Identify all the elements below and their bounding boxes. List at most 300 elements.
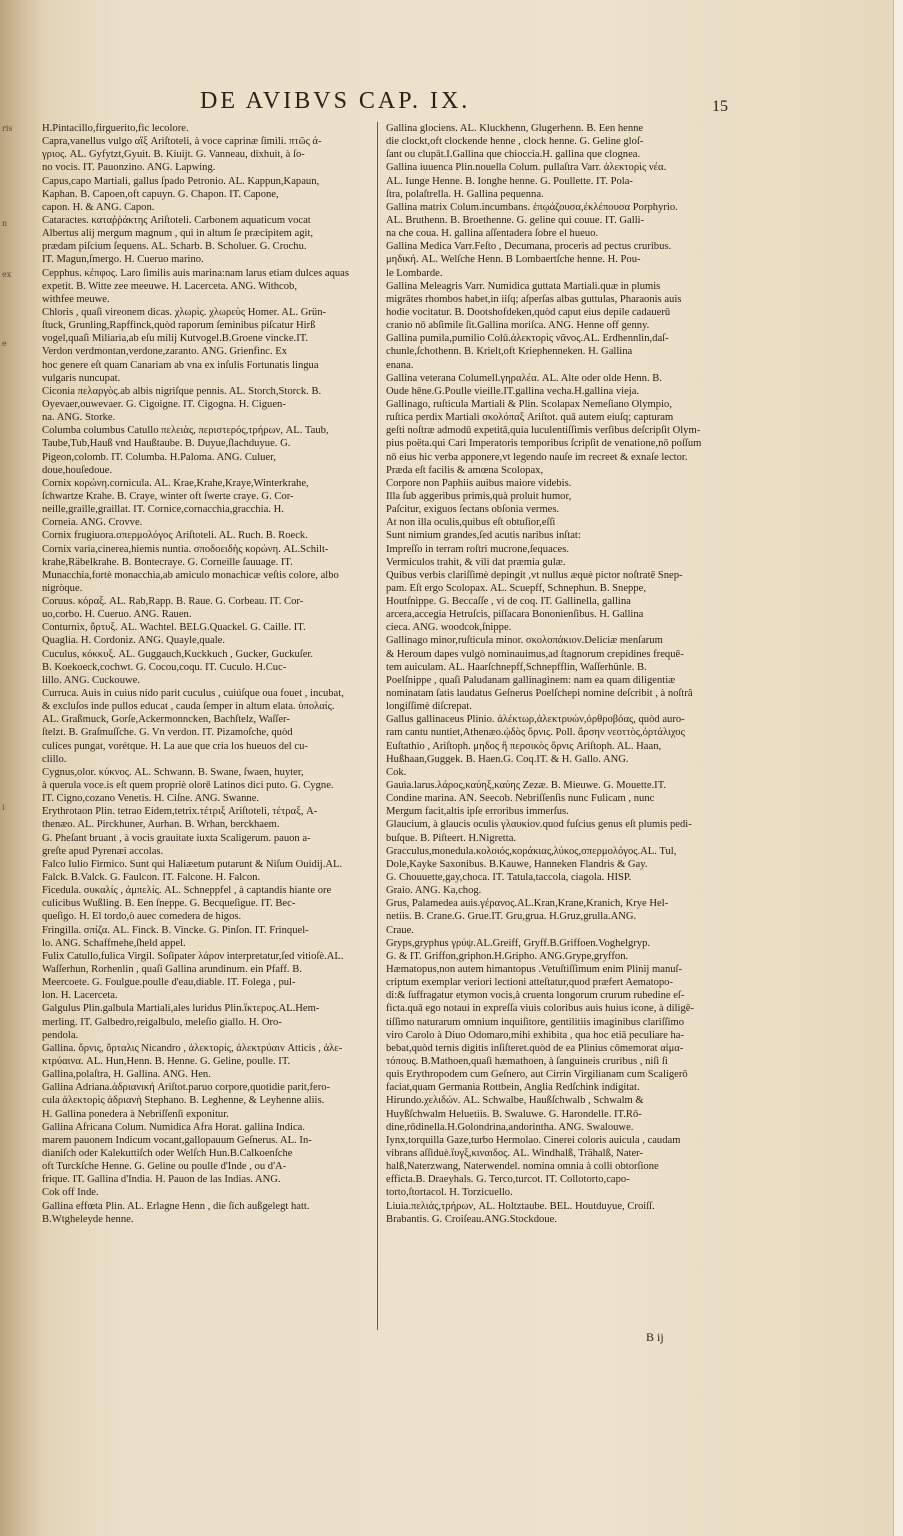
gutter-text <box>2 1243 42 1251</box>
text-line: culices pungat, vorétque. H. La aue que cria los hueuos del cu- <box>42 740 308 752</box>
gutter-text <box>2 813 42 821</box>
text-line: Huyßſchwalm Heluetiis. B. Swaluwe. G. Harondelle. IT.Rō- <box>386 1108 642 1120</box>
text-line: Ficedula. συκαλίς , ἀμπελίς. AL. Schneppfel , à captandis hiante ore <box>42 885 332 897</box>
text-line: lillo. ANG. Cuckouwe. <box>42 674 140 686</box>
gutter-text <box>2 796 42 804</box>
text-line: Falck. B.Valck. G. Faulcon. IT. Falcone. H. Falcon. <box>42 872 261 884</box>
gutter-text <box>2 151 42 159</box>
text-line: vogel,quaſi Miliaria,ab eſu milij Kutvogel.B.Groene vincke.IT. <box>42 333 309 345</box>
gutter-text <box>2 598 42 606</box>
gutter-text <box>2 1002 42 1010</box>
gutter-text <box>2 1183 42 1191</box>
gutter-text <box>2 469 42 477</box>
text-line: Waſſerhun, Rorhenlin , quaſi Gallina arundinum. ein Pfaff. B. <box>42 964 302 975</box>
gutter-text <box>2 1174 42 1182</box>
gutter-text <box>2 134 42 142</box>
column-rule <box>377 122 378 1330</box>
gutter-text <box>2 417 42 425</box>
text-line: tem auiculam. AL. Haarſchnepff,Schnepfflin, Waſſerhünle. B. <box>386 661 647 673</box>
gutter-text <box>2 512 42 520</box>
gutter-text <box>2 830 42 838</box>
gutter-text <box>2 727 42 735</box>
text-line: IT. Magun,ſmergo. H. Cueruo marino. <box>42 254 204 266</box>
text-line: H.Pintacillo,firguerito,fic lecolore. <box>42 123 189 134</box>
gutter-text <box>2 374 42 382</box>
text-line: Cuculus, κόκκυξ. AL. Guggauch,Kuckkuch , Gucker, Guckuſer. <box>42 648 313 660</box>
gutter-text <box>2 1123 42 1131</box>
text-line: Mergum facit,altis ipſe erroribus immerſus. <box>386 806 569 818</box>
gutter-text <box>2 839 42 847</box>
text-line: dianiſch oder Kalekuttiſch oder Welſch Hun.B.Calkoenſche <box>42 1147 293 1159</box>
right-column <box>386 122 714 1226</box>
gutter-text <box>2 899 42 907</box>
gutter-text <box>2 503 42 511</box>
gutter-text <box>2 847 42 855</box>
text-line: Cornix frugiuora.σπερμολόγος Ariſtoteli. AL. Ruch. B. Roeck. <box>42 530 308 542</box>
text-line: withfee meuwe. <box>42 293 110 305</box>
gutter-text <box>2 263 42 271</box>
gutter-text <box>2 245 42 253</box>
gutter-text <box>2 933 42 941</box>
text-line: neille,graille,graillat. IT. Cornice,cornacchia,gracchia. H. <box>42 504 284 516</box>
text-line: Euſtathio , Ariſtoph. μηδος ἢ περσικὸς ὄρνις Ariſtoph. AL. Haan, <box>386 740 662 752</box>
text-line: quis Erythropodem cum Geſnero, aut Cirrin Virgilianam cum Scaligerō <box>386 1069 688 1081</box>
gutter-text <box>2 675 42 683</box>
text-line: Hirundo.χελιδών. AL. Schwalbe, Haußſchwalb , Schwalm & <box>386 1095 644 1107</box>
gutter-text <box>2 1217 42 1225</box>
text-line: Taube,Tub,Hauß vnd Haußtaube. B. Duyue,ſlachduyue. G. <box>42 438 291 450</box>
text-line: thenæo. AL. Pirckhuner, Aurhan. B. Wrhan, berckhaem. <box>42 819 280 831</box>
gutter-text <box>2 916 42 924</box>
text-line: na che coua. H. gallina aſſentadera ſobre el hueuo. <box>386 228 599 240</box>
gutter-text <box>2 400 42 408</box>
gutter-text <box>2 761 42 769</box>
text-line: Poelſnippe , quaſi Paludanam gallinaginem: nam ea quam diligentiæ <box>386 674 676 686</box>
page-number: 15 <box>712 98 728 115</box>
gutter-text <box>2 581 42 589</box>
gutter-text: n <box>2 219 8 228</box>
text-line: Liuia.πελιάς,τρήρων, AL. Holtztaube. BEL. Houtduyue, Croiſſ. <box>386 1200 655 1212</box>
text-line: halß,Naterzwang, Naterwendel. nomina omnia à colli obtorſione <box>386 1161 659 1173</box>
gutter-text <box>2 1252 42 1260</box>
text-line: G. & IT. Griffon,griphon.H.Gripho. ANG.Grype,gryffon. <box>386 950 629 962</box>
text-line: H. Gallina ponedera à Nebriſſenſi exponitur. <box>42 1108 229 1120</box>
text-line: & excluſos inde pullos educat , cauda ſemper in altum elata. ὑπολαίς. <box>42 701 335 713</box>
gutter-text <box>2 529 42 537</box>
text-line: Falco Iulio Firmico. Sunt qui Haliæetum putarunt & Niſum Ouidij.AL. <box>42 858 343 870</box>
text-line: Capra,vanellus vulgo αἲξ Ariſtoteli, à voce caprinæ ſimili. πτῶς ά- <box>42 136 322 148</box>
text-line: Grus, Palamedea auis.γέρανος.AL.Kran,Krane,Kranich, Krye Hel- <box>386 898 669 910</box>
text-line: criptum exemplar veriori lectioni atteſtatur,quod præfert Aematopo- <box>386 977 673 989</box>
gutter-text <box>2 1114 42 1122</box>
text-line: clillo. <box>42 753 67 765</box>
text-line: enana. <box>386 359 414 371</box>
text-line: IT. Cigno,cozano Venetis. H. Ciſne. ANG. Swanne. <box>42 793 260 805</box>
gutter-text <box>2 1105 42 1113</box>
text-line: Oyevaer,ouwevaer. G. Cigoigne. IT. Cigogna. H. Ciguen- <box>42 398 286 410</box>
gutter-text <box>2 976 42 984</box>
gutter-text <box>2 349 42 357</box>
text-line: Gallina veterana Columell.γηραλέα. AL. Alte oder olde Henn. B. <box>386 372 662 384</box>
text-line: Vermiculos trahit, & vili dat præmia gulæ. <box>386 556 566 568</box>
text-line: Quibus verbis clariſſimè depingit ,vt nullus æquè pictor noſtratē Snep- <box>386 569 683 581</box>
gutter-text <box>2 392 42 400</box>
gutter-text <box>2 1019 42 1027</box>
text-line: nigròque. <box>42 582 83 594</box>
gutter-text <box>2 1088 42 1096</box>
text-line: Verdon verdmontan,verdone,zaranto. ANG. Grienfinc. Ex <box>42 346 288 358</box>
text-line: Hußhaan,Guggek. B. Haen.G. Coq.IT. & H. Gallo. ANG. <box>386 753 629 765</box>
text-line: Gallinago minor,ruſticula minor. σκολοπάκιον.Deliciæ menſarum <box>386 635 663 647</box>
text-line: nominatam ſatis laudatus Geſnerus Poelſchepi nomine deſcribit , à noſtrâ <box>386 688 693 700</box>
gutter-text <box>2 486 42 494</box>
text-line: Glaucium, à glaucis oculis γλαυκίον.quod fuſcius genus eſt plumis pedi- <box>386 819 692 831</box>
text-line: ram cantu nuntiet,Athenæo.ᾠδὸς ὄρνις. Poll. ἄρσην νεοττὸς,ὀρτάλιχος <box>386 727 685 739</box>
gutter-text: e <box>2 340 7 348</box>
text-line: buſque. B. Piſteert. H.Nigretta. <box>386 832 517 844</box>
text-line: Cornix κορώνη.cornicula. AL. Krae,Krahe,Kraye,Winterkrahe, <box>42 477 309 489</box>
text-line: pius poëta.qui Cari Imperatoris temporibus ſcripſit de venatione,nō poſſum <box>386 438 702 450</box>
text-line: nō eius hic verba apponere,vt legendo nauſe im recreet & exnaſe lector. <box>386 451 688 463</box>
text-line: κτρύαινα. AL. Hun,Henn. B. Henne. G. Geline, poulle. IT. <box>42 1055 291 1067</box>
text-line: Erythrotaon Plin. tetrao Eidem,tetrix.τέτριξ Ariſtoteli, τέτραξ, A- <box>42 806 318 818</box>
text-line: tiſſimo naturarum omnium inquiſitore, gentilitiis imaginibus clariſſimo <box>386 1016 685 1028</box>
text-line: G. Chouuette,gay,choca. IT. Tatula,taccola, ciagola. HISP. <box>386 872 632 884</box>
text-line: prædam piſcium ſequens. AL. Scharb. B. Scholuer. G. Crochu. <box>42 241 307 253</box>
gutter-text <box>2 521 42 529</box>
gutter-text <box>2 701 42 709</box>
gutter-text <box>2 890 42 898</box>
text-line: G. Pheſant bruant , à vocis grauitate iuxta Scaligerum. pauon a- <box>42 832 311 844</box>
text-line: Cataractes. καταῤῥάκτης Ariſtoteli. Carbonem aquaticum vocat <box>42 214 311 226</box>
text-line: Gallus gallinaceus Plinio. ἀλέκτωρ,ἀλεκτρυών,ὀρθροβόας, quòd auro- <box>386 714 685 726</box>
gutter-text <box>2 994 42 1002</box>
text-line: longiſſimè diſcrepat. <box>386 701 472 713</box>
text-line: na. ANG. Storke. <box>42 412 116 424</box>
gutter-text <box>2 443 42 451</box>
text-line: Gallina. ὄρνις, ὄρταλις Nicandro , ἀλεκτορίς, ἀλεκτρύαιν Atticis , ἀλε- <box>42 1042 343 1054</box>
text-line: Præda eſt facilis & amœna Scolopax, <box>386 464 544 476</box>
text-line: Kaphan. B. Capoen,oft capuyn. G. Chapon. IT. Capone, <box>42 188 279 200</box>
text-line: Chloris , quaſi vireonem dicas. χλωρὶς. χλωρεὺς Homer. AL. Grün- <box>42 306 327 318</box>
gutter-text <box>2 1028 42 1036</box>
text-line: no vocis. IT. Pauonzino. ANG. Lapwing. <box>42 162 216 174</box>
gutter-text <box>2 323 42 331</box>
text-line: oft Turckſche Henne. G. Geline ou poulle d'Inde , ou d'A- <box>42 1161 287 1173</box>
gutter-text <box>2 1011 42 1019</box>
text-line: & Heroum dapes vulgò nominauimus,ad ſtagnorum crepidines frequē- <box>386 648 684 660</box>
gutter-text <box>2 856 42 864</box>
text-line: Oude hēne.G.Poulle vieille.IT.gallina vecha.H.gallina vieja. <box>386 385 640 397</box>
text-line: Gracculus,monedula.κολοιός,κοράκιας,λύκος,σπερμολόγος.AL. Tul, <box>386 845 677 857</box>
text-line: hoc genere eſt quam Canariam ab vna ex inſulis Fortunatis lingua <box>42 359 319 371</box>
text-line: faciat,quam Germania Rottbein, Anglia Redſchink indigitat. <box>386 1082 640 1094</box>
text-line: lon. H. Lacerceta. <box>42 990 118 1002</box>
gutter-text <box>2 873 42 881</box>
text-line: Gallina Medica Varr.Feſto , Decumana, proceris ad pectus cruribus. <box>386 241 672 253</box>
gutter-text: i <box>2 804 5 813</box>
gutter-text <box>2 736 42 744</box>
text-line: ficta.quā ego notaui in expreſſa viuis coloribus auis huius icone, à diligē- <box>386 1003 695 1015</box>
gutter-text <box>2 564 42 572</box>
gutter-text <box>2 237 42 245</box>
text-line: lo. ANG. Schaffmehe,ſheld appel. <box>42 937 186 949</box>
text-line: geſti noſtræ admodū expetitā,quia luculentiſſimis verſibus deſcripſit Olym- <box>386 425 701 437</box>
gutter-text <box>2 718 42 726</box>
gutter-text <box>2 925 42 933</box>
text-line: Sunt nimium grandes,ſed acutis naribus inſtat: <box>386 530 581 542</box>
text-line: Gauia.larus.λάρος,καύηξ,καύης Zezæ. B. Mieuwe. G. Mouette.IT. <box>386 780 667 792</box>
text-line: Impreſſo in terram roſtri mucrone,ſequaces. <box>386 543 569 555</box>
gutter-text <box>2 202 42 210</box>
text-line: uo,corbo. H. Cueruo. ANG. Rauen. <box>42 609 192 621</box>
gutter-text <box>2 1054 42 1062</box>
gutter-text <box>2 297 42 305</box>
gutter-text <box>2 968 42 976</box>
text-line: Cepphus. κέπφος. Laro ſimilis auis marina:nam larus etiam dulces aquas <box>42 267 349 279</box>
gutter-text <box>2 1209 42 1217</box>
text-line: Munacchia,fortè monacchia,ab amiculo monachicæ veſtis colore, albo <box>42 569 339 581</box>
text-line: vibrans aſſiduè.ἴυγξ,κιναιδος. AL. Windhalß, Trähalß, Nater- <box>386 1147 644 1159</box>
gutter-text <box>2 1140 42 1148</box>
text-line: ſant ou clupāt.I.Gallina que chioccia.H. gallina que clognea. <box>386 149 641 161</box>
gutter-text <box>2 959 42 967</box>
text-line: Gallina glociens. AL. Kluckhenn, Glugerhenn. B. Een henne <box>386 123 644 134</box>
text-line: Quaglia. H. Cordoniz. ANG. Quayle,quale. <box>42 635 225 647</box>
text-line: cula ἀλεκτορὶς ἀδριανὴ Stephano. B. Leghenne, & Leyhenne aliis. <box>42 1095 325 1107</box>
text-line: Cok. <box>386 766 407 778</box>
gutter-text <box>2 185 42 193</box>
gutter-text <box>2 632 42 640</box>
text-line: Albertus alij mergum magnum , qui in altum ſe præcipitem agit, <box>42 228 314 240</box>
text-line: Galgulus Plin.galbula Martiali,ales luridus Plin.ἴκτερος.AL.Hem- <box>42 1003 320 1015</box>
gutter-text <box>2 607 42 615</box>
text-line: Gallina pumila,pumilio Colū.ἀλεκτορὶς νᾶνος.AL. Erdhennlin,daſ- <box>386 333 669 345</box>
gutter-text <box>2 1234 42 1242</box>
gutter-text <box>2 1166 42 1174</box>
signature-mark: B ij <box>646 1330 664 1344</box>
text-line: Graio. ANG. Ka,chog. <box>386 885 482 897</box>
text-line: dine,rōdinella.H.Golondrina,andorintha. ANG. Swalouwe. <box>386 1121 634 1133</box>
gutter-text <box>2 1037 42 1045</box>
gutter-text <box>2 168 42 176</box>
gutter-text <box>2 435 42 443</box>
text-line: viro Carolo à Diuo Odomaro,mihi exhibita , qua hoc etiā peculiare ha- <box>386 1029 685 1041</box>
text-line: netiis. B. Crane.G. Grue.IT. Gru,grua. H.Gruz,grulla.ANG. <box>386 911 637 923</box>
text-line: Columba columbus Catullo πελειὰς, περιστερός,τρήρων, AL. Taub, <box>42 425 329 437</box>
text-line: krahe,Räbelkrahe. B. Bontecraye. G. Corneille ſauuage. IT. <box>42 556 293 568</box>
text-line: Capus,capo Martiali, gallus ſpado Petronio. AL. Kappun,Kapaun, <box>42 175 320 187</box>
gutter-text <box>2 1148 42 1156</box>
gutter-text <box>2 822 42 830</box>
text-line: τόπους. B.Mathoen,quaſi hæmathoen, à ſanguineis cruribus , niſi ſi <box>386 1055 668 1067</box>
gutter-text <box>2 1062 42 1070</box>
text-line: cieca. ANG. woodcok,ſnippe. <box>386 622 512 634</box>
text-line: Condine marina. AN. Seecob. Nebriſſenſis nunc Fulicam , nunc <box>386 793 655 805</box>
text-line: AL. Iunge Henne. B. Ionghe henne. G. Poullette. IT. Pola- <box>386 175 633 187</box>
text-line: Corpore non Paphiis auibus maiore videbis. <box>386 477 572 489</box>
gutter-text <box>2 460 42 468</box>
text-line: Gallina Meleagris Varr. Numidica guttata Martiali.quæ in plumis <box>386 280 661 292</box>
text-line: capon. H. & ANG. Capon. <box>42 201 155 213</box>
text-line: AL. Graßmuck, Gorſe,Ackermonncken, Bachſtelz, Waſſer- <box>42 714 290 726</box>
gutter-text <box>2 710 42 718</box>
gutter-text <box>2 951 42 959</box>
gutter-text <box>2 650 42 658</box>
text-line: Gallinago, ruſticula Martiali & Plin. Scolapax Nemeſiano Olympio, <box>386 398 672 410</box>
text-line: chunle,ſchothenn. B. Krielt,oft Kriephenneken. H. Gallina <box>386 346 633 358</box>
gutter-text <box>2 1080 42 1088</box>
gutter-text <box>2 555 42 563</box>
text-line: efficta.B. Draeyhals. G. Terco,turcot. IT. Collotorto,capo- <box>386 1174 630 1186</box>
gutter-text <box>2 142 42 150</box>
text-line: Cok off Inde. <box>42 1187 99 1199</box>
text-line: Meercoete. G. Foulgue.poulle d'eau,diable. IT. Folega , pul- <box>42 977 296 989</box>
text-line: hodie vocitatur. B. Dootshofdeken,quòd caput eius depile cadauerū <box>386 306 671 318</box>
gutter-text <box>2 744 42 752</box>
gutter-text <box>2 314 42 322</box>
gutter-text <box>2 1191 42 1199</box>
text-line: Illa ſub aggeribus primis,quà proluit humor, <box>386 490 572 502</box>
text-line: Corneia. ANG. Crovve. <box>42 517 143 529</box>
text-line: AL. Bruthenn. B. Broethenne. G. geline qui couue. IT. Galli- <box>386 214 645 226</box>
gutter-text <box>2 908 42 916</box>
running-head: DE AVIBVS CAP. IX. <box>200 88 471 114</box>
gutter-text <box>2 211 42 219</box>
gutter-text <box>2 779 42 787</box>
text-line: pam. Eſt ergo Scolopax. AL. Scuepff, Schnephun. B. Sneppe, <box>386 582 647 594</box>
gutter-text: ex <box>2 271 12 280</box>
text-line: Paſcitur, exiguos ſectans obſonia vermes. <box>386 504 560 516</box>
text-line: migrātes rhombos habet,in iiſq; aſperſas albas guttulas, Pharaonis auis <box>386 293 682 305</box>
gutter-text <box>2 658 42 666</box>
gutter-text <box>2 572 42 580</box>
gutter-text <box>2 177 42 185</box>
text-line: Gallina effœta Plin. AL. Erlagne Henn , die ſich außgelegt hatt. <box>42 1200 310 1212</box>
text-line: greſte apud Pyrenæi accolas. <box>42 845 164 857</box>
text-line: die clockt,oft clockende henne , clock henne. G. Geline gloſ- <box>386 136 644 148</box>
gutter-text <box>2 383 42 391</box>
gutter-text <box>2 288 42 296</box>
gutter-text <box>2 452 42 460</box>
text-line: Conturnix, ὄρτυξ. AL. Wachtel. BELG.Quackel. G. Caille. IT. <box>42 622 306 634</box>
text-line: Curruca. Auis in cuius nido parit cuculus , cuiúſque oua fouet , incubat, <box>42 688 344 700</box>
gutter-text <box>2 306 42 314</box>
gutter-text <box>2 985 42 993</box>
left-column <box>42 122 370 1226</box>
gutter-text <box>2 331 42 339</box>
text-line: ſtelzt. B. Graſmuſſche. G. Vn verdon. IT. Pizamoſche, quòd <box>42 727 293 739</box>
gutter-text <box>2 546 42 554</box>
gutter-text <box>2 1157 42 1165</box>
text-line: B.Wtgheleyde henne. <box>42 1213 134 1225</box>
gutter-text: ris <box>2 125 13 133</box>
gutter-text <box>2 280 42 288</box>
gutter-text <box>2 1071 42 1079</box>
text-line: le Lombarde. <box>386 267 443 279</box>
text-line: Dole,Kayke Saxonibus. B.Kauwe, Hanneken Flandris & Gay. <box>386 858 648 870</box>
gutter-text <box>2 1260 42 1268</box>
text-line: Hæmatopus,non autem himantopus .Vetuſtiſſimum enim Plinij manuſ- <box>386 964 683 975</box>
gutter-text <box>2 641 42 649</box>
text-line: At non illa oculis,quibus eſt obtuſior,eſſi <box>386 517 556 529</box>
text-line: γριος. AL. Gyfytzt,Gyuit. B. Kiuijt. G. Vanneau, dixhuit, à ſo- <box>42 149 305 161</box>
text-line: Gallina,polaſtra, H. Gallina. ANG. Hen. <box>42 1069 211 1081</box>
text-line: Iynx,torquilla Gaze,turbo Hermolao. Cinerei coloris auicula , caudam <box>386 1134 681 1146</box>
text-line: Cygnus,olor. κύκνος. AL. Schwann. B. Swane, ſwaen, huyter, <box>42 766 304 778</box>
text-line: Pigeon,colomb. IT. Columba. H.Paloma. ANG. Culuer, <box>42 451 276 463</box>
text-line: merling. IT. Galbedro,reigalbulo, meleſio giallo. H. Oro- <box>42 1016 282 1028</box>
gutter-text <box>2 538 42 546</box>
text-line: arcera,accegia Hetruſcis, piſſacara Bononienſibus. H. Gallina <box>386 609 644 621</box>
gutter-text <box>2 667 42 675</box>
text-line: ſchwartze Krahe. B. Craye, winter oft ſwerte craye. G. Cor- <box>42 490 294 502</box>
text-line: Craue. <box>386 924 414 936</box>
gutter-text <box>2 882 42 890</box>
text-line: Fulix Catullo,fulica Virgil. Soſipater λάρον interpretatur,ſed vitioſè.AL. <box>42 950 344 962</box>
gutter-text <box>2 1097 42 1105</box>
gutter-text <box>2 753 42 761</box>
text-line: doue,houſedoue. <box>42 464 113 476</box>
text-line: marem pauonem Indicum vocant,gallopauum Geſnerus. AL. In- <box>42 1134 312 1146</box>
text-line: torto,ſtortacol. H. Torzicuello. <box>386 1187 513 1199</box>
text-line: ſtuck, Grunling,Rapffinck,quòd raporum ſeminibus piſcatur Hirß <box>42 320 316 332</box>
text-line: bebat,quòd ternis digitis inſiſteret.quòd de ea Plinius cōmemorat αἱμα- <box>386 1042 684 1054</box>
text-line: à querula voce.is eſt quem propriè olorē Latinos dici puto. G. Cygne. <box>42 780 334 792</box>
gutter-text <box>2 615 42 623</box>
gutter-text <box>2 228 42 236</box>
text-line: Gallina Africana Colum. Numidica Afra Horat. gallina Indica. <box>42 1121 305 1133</box>
gutter-text <box>2 426 42 434</box>
gutter-text <box>2 194 42 202</box>
facing-page-gutter <box>0 0 42 1536</box>
gutter-text <box>2 366 42 374</box>
gutter-text <box>2 495 42 503</box>
text-line: Gallina iuuenca Plin.nouella Colum. pullaſtra Varr. ἀλεκτορὶς νέα. <box>386 162 667 174</box>
text-line: Ciconia πελαργὸς.ab albis nigriſque pennis. AL. Storch,Storck. B. <box>42 385 322 397</box>
gutter-text <box>2 589 42 597</box>
gutter-text <box>2 787 42 795</box>
text-line: Gryps,gryphus γρύψ.AL.Greiff, Gryff.B.Griffoen.Voghelgryp. <box>386 937 651 949</box>
text-line: Cornix varia,cinerea,hiemis nuntia. σποδοειδὴς κορώνη. AL.Schilt- <box>42 543 329 555</box>
gutter-text <box>2 1226 42 1234</box>
text-line: Brabantis. G. Croiſeau.ANG.Stockdoue. <box>386 1213 557 1225</box>
text-line: B. Koekoeck,cochwt. G. Cocou,coqu. IT. Cuculo. H.Cuc- <box>42 661 287 673</box>
text-line: di:& ſuffragatur etymon vocis,à cruenta longorum crurum rubedine eſ- <box>386 990 685 1002</box>
text-line: Coruus. κόραξ. AL. Rab,Rapp. B. Raue. G. Corbeau. IT. Cor- <box>42 596 304 608</box>
gutter-text <box>2 159 42 167</box>
text-line: ruſtica perdix Martiali σκολόπαξ Ariſtot. quā autem eiuſq; capturam <box>386 412 674 424</box>
gutter-text <box>2 1200 42 1208</box>
gutter-text <box>2 693 42 701</box>
gutter-text <box>2 684 42 692</box>
gutter-text <box>2 865 42 873</box>
gutter-text <box>2 624 42 632</box>
text-line: queſigo. H. El tordo,ò auec comedera de higos. <box>42 911 242 923</box>
text-line: pendola. <box>42 1029 79 1041</box>
gutter-text <box>2 1131 42 1139</box>
gutter-text <box>2 478 42 486</box>
text-line: Gallina matrix Colum.incumbans. ἐπῳάζουσα,ἐκλέπουσα Porphyrio. <box>386 201 678 213</box>
page-edge <box>893 0 903 1536</box>
gutter-text <box>2 942 42 950</box>
text-line: frique. IT. Gallina d'India. H. Pauon de las Indias. ANG. <box>42 1174 281 1186</box>
text-line: expetit. B. Witte zee meeuwe. H. Lacerceta. ANG. Withcob, <box>42 280 297 292</box>
gutter-text <box>2 770 42 778</box>
text-line: Gallina Adriana.ἀδριανική Ariſtot.paruo corpore,quotidie parit,fero- <box>42 1082 331 1094</box>
text-line: Fringilla. σπίζα. AL. Finck. B. Vincke. G. Pinſon. IT. Frinquel- <box>42 924 309 936</box>
gutter-text <box>2 409 42 417</box>
